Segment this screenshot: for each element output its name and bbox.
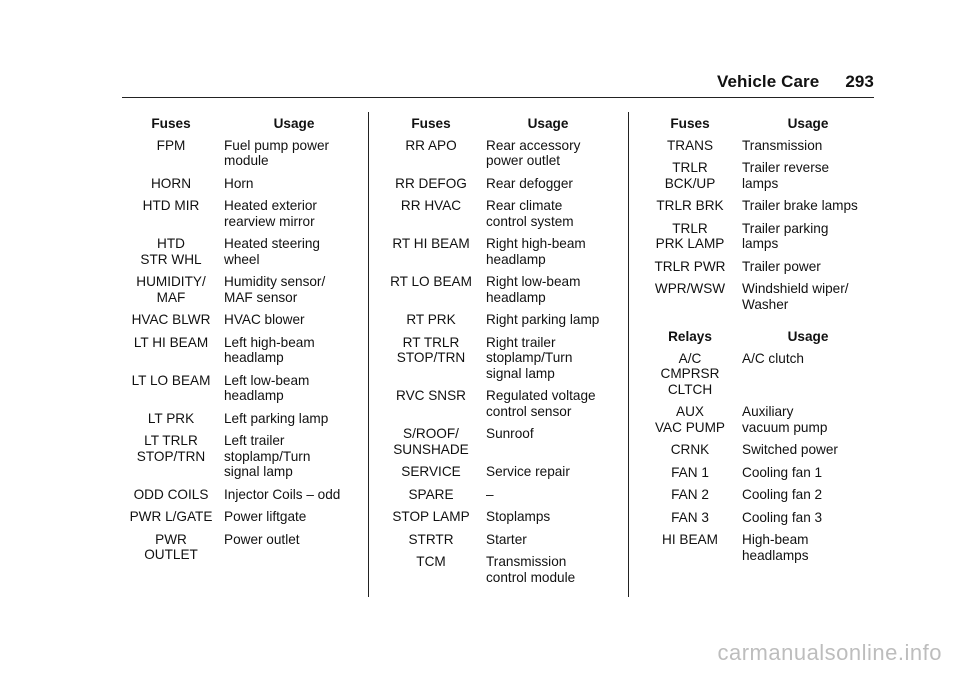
usage-text: Right parking lamp: [486, 312, 600, 327]
fuse-column-3: [638, 116, 874, 570]
table-row: [118, 487, 364, 503]
fuse-column-1: [118, 116, 364, 570]
usage-text: Trailer brake lamps: [742, 198, 858, 213]
usage-text: HVAC blower: [224, 312, 305, 327]
fuse-name: TRLR BCK/UP: [664, 160, 716, 191]
usage-text: Windshield wiper/ Washer: [742, 281, 849, 312]
usage-text: Right trailer stoplamp/Turn signal lamp: [486, 334, 573, 381]
column-divider-2: [628, 112, 629, 597]
usage-text: Power liftgate: [224, 509, 307, 524]
table-header: [638, 116, 874, 132]
table-row: [376, 487, 610, 503]
usage-header: Usage: [273, 116, 315, 131]
usage-text: Heated steering wheel: [224, 236, 320, 267]
fuse-name: HTD STR WHL: [140, 236, 202, 267]
relay-name: HI BEAM: [662, 532, 718, 547]
usage-text: Trailer parking lamps: [742, 220, 829, 251]
table-row: [376, 509, 610, 525]
table-row: [376, 274, 610, 305]
usage-text: Cooling fan 3: [742, 509, 823, 525]
section-title: Vehicle Care: [717, 72, 820, 91]
relay-name: FAN 1: [671, 464, 709, 480]
fuse-name: PWR OUTLET: [144, 531, 198, 562]
table-row: [376, 532, 610, 548]
table-row: [638, 404, 874, 435]
usage-text: Regulated voltage control sensor: [486, 388, 596, 419]
usage-text: Starter: [486, 531, 527, 547]
usage-header: Usage: [527, 116, 569, 131]
usage-text: Left trailer stoplamp/Turn signal lamp: [224, 433, 311, 479]
fuse-name: RT LO BEAM: [390, 274, 472, 289]
table-row: [118, 335, 364, 366]
fuse-name: TRLR PRK LAMP: [655, 220, 725, 251]
relays-header: Relays: [668, 329, 712, 344]
fuse-name: TRLR PWR: [654, 258, 726, 274]
usage-text: Switched power: [742, 442, 838, 457]
fuses-header: Fuses: [670, 116, 710, 131]
table-row: [118, 236, 364, 267]
fuse-name: TCM: [416, 554, 446, 569]
usage-header: Usage: [787, 329, 829, 344]
table-row: [376, 176, 610, 192]
fuses-header: Fuses: [151, 116, 191, 131]
usage-text: A/C clutch: [742, 350, 804, 366]
relay-name: A/C CMPRSR CLTCH: [660, 350, 720, 397]
fuse-name: RT HI BEAM: [392, 236, 470, 251]
table-row: [376, 312, 610, 328]
table-row: [376, 335, 610, 382]
table-row: [118, 373, 364, 404]
usage-text: Right low-beam headlamp: [486, 274, 581, 305]
usage-text: –: [486, 486, 494, 502]
usage-text: Trailer reverse lamps: [742, 160, 830, 191]
usage-text: High-beam headlamps: [742, 532, 809, 563]
fuse-name: ODD COILS: [133, 486, 209, 502]
relay-name: FAN 2: [671, 487, 709, 502]
usage-text: Horn: [224, 175, 254, 191]
fuse-name: LT HI BEAM: [133, 334, 209, 350]
fuse-name: HUMIDITY/ MAF: [136, 274, 206, 305]
fuse-name: TRANS: [666, 137, 714, 153]
relay-name: FAN 3: [671, 509, 709, 525]
table-row: [638, 259, 874, 275]
table-row: [376, 236, 610, 267]
usage-text: Transmission control module: [486, 554, 576, 585]
fuse-name: S/ROOF/ SUNSHADE: [393, 426, 469, 457]
fuse-name: RR DEFOG: [395, 175, 467, 191]
usage-text: Service repair: [486, 464, 570, 479]
fuse-name: RR APO: [405, 137, 457, 153]
fuse-name: STRTR: [408, 531, 454, 547]
table-row: [376, 554, 610, 585]
table-row: [638, 198, 874, 214]
usage-text: Fuel pump power module: [224, 137, 330, 168]
table-row: [638, 221, 874, 252]
relay-name: CRNK: [670, 442, 710, 457]
fuse-name: RT TRLR STOP/TRN: [396, 334, 466, 365]
fuse-name: HTD MIR: [142, 198, 200, 213]
table-row: [118, 411, 364, 427]
table-row: [638, 138, 874, 154]
header-rule: [122, 97, 874, 98]
fuse-name: PWR L/GATE: [129, 509, 213, 524]
usage-text: Left parking lamp: [224, 410, 329, 426]
fuse-name: WPR/WSW: [654, 281, 726, 296]
table-row: [376, 138, 610, 169]
watermark: carmanualsonline.info: [717, 640, 942, 665]
table-row: [638, 465, 874, 481]
fuses-header: Fuses: [411, 116, 451, 131]
table-row: [638, 487, 874, 503]
table-row: [118, 312, 364, 328]
fuse-column-2: [376, 116, 610, 592]
fuse-name: SERVICE: [401, 464, 461, 479]
table-row: [638, 442, 874, 458]
page-header: [717, 72, 874, 92]
usage-text: Rear climate control system: [486, 198, 574, 229]
usage-text: Left low-beam headlamp: [224, 372, 310, 403]
table-row: [118, 176, 364, 192]
table-row: [376, 198, 610, 229]
table-row: [376, 388, 610, 419]
table-row: [118, 274, 364, 305]
table-row: [638, 532, 874, 563]
fuse-name: RR HVAC: [400, 198, 462, 213]
fuse-name: LT PRK: [147, 410, 195, 426]
table-header: [376, 116, 610, 132]
page-number: 293: [845, 72, 874, 91]
fuse-name: TRLR BRK: [656, 198, 724, 213]
table-row: [376, 464, 610, 480]
usage-text: Cooling fan 1: [742, 464, 823, 480]
usage-text: Trailer power: [742, 258, 821, 274]
fuse-name: RVC SNSR: [396, 388, 466, 403]
usage-text: Rear defogger: [486, 175, 573, 191]
usage-text: Left high-beam headlamp: [224, 334, 315, 365]
table-row: [118, 433, 364, 480]
table-row: [376, 426, 610, 457]
usage-text: Power outlet: [224, 531, 300, 547]
usage-text: Humidity sensor/ MAF sensor: [224, 274, 326, 305]
fuse-name: RT PRK: [406, 312, 456, 327]
fuse-name: STOP LAMP: [392, 509, 470, 524]
table-row: [638, 351, 874, 398]
column-divider-1: [368, 112, 369, 597]
usage-text: Heated exterior rearview mirror: [224, 198, 317, 229]
table-header: [118, 116, 364, 132]
table-row: [638, 510, 874, 526]
relays-table-header: [638, 329, 874, 345]
fuse-name: HORN: [150, 175, 192, 191]
fuse-name: LT LO BEAM: [131, 372, 211, 388]
usage-text: Auxiliary vacuum pump: [742, 404, 828, 435]
table-row: [638, 281, 874, 312]
fuse-name: HVAC BLWR: [131, 312, 211, 327]
usage-header: Usage: [787, 116, 829, 131]
usage-text: Sunroof: [486, 426, 534, 441]
usage-text: Cooling fan 2: [742, 487, 823, 502]
fuse-name: SPARE: [408, 486, 454, 502]
usage-text: Right high-beam headlamp: [486, 236, 586, 267]
usage-text: Transmission: [742, 137, 823, 153]
table-row: [118, 509, 364, 525]
usage-text: Injector Coils – odd: [224, 486, 341, 502]
table-row: [118, 532, 364, 563]
table-row: [118, 138, 364, 169]
usage-text: Rear accessory power outlet: [486, 137, 581, 168]
table-row: [118, 198, 364, 229]
fuse-name: LT TRLR STOP/TRN: [136, 433, 206, 464]
usage-text: Stoplamps: [486, 509, 551, 524]
table-row: [638, 160, 874, 191]
fuse-name: FPM: [156, 137, 186, 153]
relay-name: AUX VAC PUMP: [655, 404, 725, 435]
